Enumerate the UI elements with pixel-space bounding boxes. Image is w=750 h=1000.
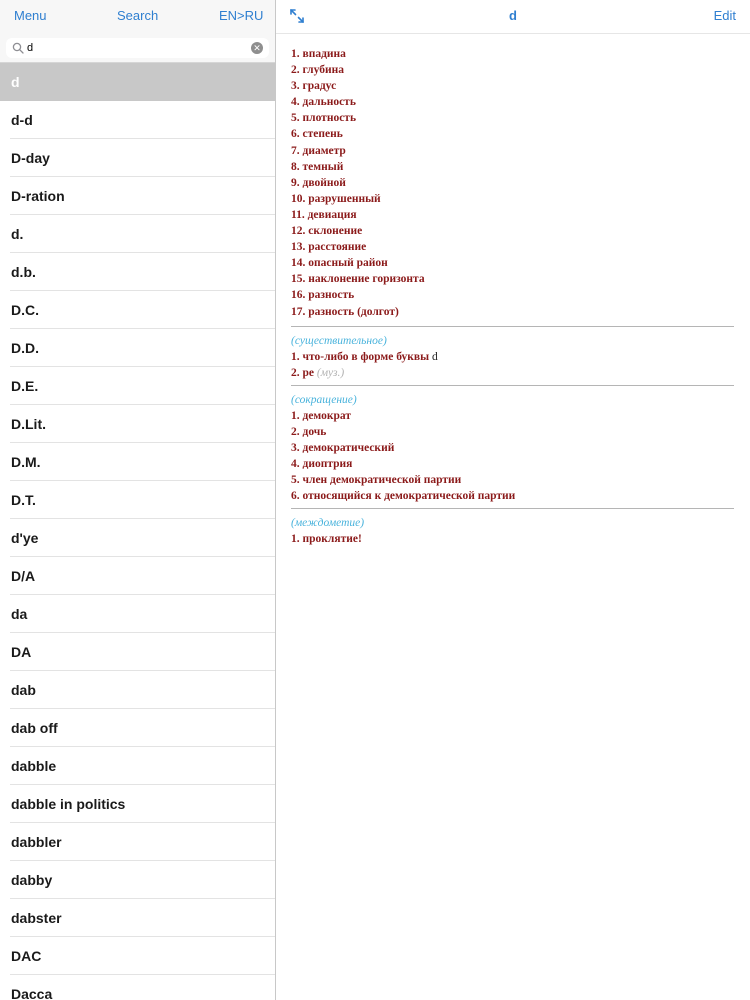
entry-title: d <box>509 8 517 23</box>
article-section <box>291 385 734 509</box>
sense-line <box>291 349 734 365</box>
list-item-label: dabbler <box>11 834 62 850</box>
part-of-speech-label: (существительное) <box>291 334 387 347</box>
list-item-label: d. <box>11 226 24 242</box>
sense-line <box>291 110 734 126</box>
list-item[interactable] <box>0 481 275 519</box>
sense-text: 9. двойной <box>291 176 346 189</box>
list-item-label: Dacca <box>11 986 53 1000</box>
sense-text: 3. демократический <box>291 441 395 454</box>
sense-line <box>291 408 734 424</box>
sense-line <box>291 472 734 488</box>
sense-line <box>291 94 734 110</box>
sense-line <box>291 207 734 223</box>
sense-line <box>291 440 734 456</box>
sense-extra: d <box>429 350 438 363</box>
sense-text: 13. расстояние <box>291 241 367 254</box>
list-item[interactable] <box>0 101 275 139</box>
sense-line <box>291 46 734 62</box>
sense-text: 14. опасный район <box>291 257 388 270</box>
sense-text: 4. дальность <box>291 96 356 109</box>
sense-text: 6. относящийся к демократической партии <box>291 490 516 503</box>
article-section <box>291 326 734 385</box>
list-item-label: dabble in politics <box>11 796 126 812</box>
usage-note: (муз.) <box>314 366 345 379</box>
sense-text: 16. разность <box>291 289 355 302</box>
list-item[interactable] <box>0 253 275 291</box>
sense-text: 5. член демократической партии <box>291 474 462 487</box>
entry-pane <box>276 0 750 1000</box>
list-item-label: D-ration <box>11 188 65 204</box>
search-tab-button[interactable]: Search <box>117 8 159 23</box>
search-field[interactable] <box>6 38 269 58</box>
list-item[interactable] <box>0 329 275 367</box>
sense-text: 10. разрушенный <box>291 192 381 205</box>
sense-line <box>291 143 734 159</box>
sense-line <box>291 488 734 504</box>
sense-text: 3. градус <box>291 80 337 93</box>
list-item[interactable] <box>0 367 275 405</box>
sense-text: 2. дочь <box>291 425 327 438</box>
search-bar <box>0 33 275 63</box>
sense-text: 17. разность (долгот) <box>291 305 399 318</box>
list-item[interactable] <box>0 557 275 595</box>
sense-text: 12. склонение <box>291 225 363 238</box>
list-item-label: D.M. <box>11 454 41 470</box>
list-item-selected[interactable] <box>0 63 275 101</box>
list-item-label: DAC <box>11 948 42 964</box>
sense-text: 11. девиация <box>291 208 357 221</box>
sense-line <box>291 159 734 175</box>
right-nav-bar <box>276 0 750 34</box>
sense-line <box>291 456 734 472</box>
list-item[interactable] <box>0 215 275 253</box>
list-item-label: dabby <box>11 872 53 888</box>
sense-text: 4. диоптрия <box>291 458 353 471</box>
list-item-label: DA <box>11 644 32 660</box>
sense-text: 1. впадина <box>291 48 346 60</box>
list-item-label: D-day <box>11 150 50 166</box>
sense-line <box>291 271 734 287</box>
sense-line <box>291 255 734 271</box>
sense-text: 2. ре <box>291 366 314 379</box>
list-item-label: d <box>11 74 20 90</box>
sense-text: 7. диаметр <box>291 144 346 157</box>
list-item[interactable] <box>0 519 275 557</box>
list-item[interactable] <box>0 595 275 633</box>
dictionary-article <box>276 34 750 551</box>
list-item-label: dab <box>11 682 36 698</box>
edit-button[interactable]: Edit <box>713 8 736 23</box>
list-item-label: da <box>11 606 28 622</box>
list-item-label: d-d <box>11 112 33 128</box>
sense-line <box>291 126 734 142</box>
list-item[interactable] <box>0 671 275 709</box>
list-item-label: d'ye <box>11 530 39 546</box>
list-item-label: dab off <box>11 720 58 736</box>
sense-line <box>291 287 734 303</box>
list-item-label: D.T. <box>11 492 36 508</box>
list-item[interactable] <box>0 443 275 481</box>
article-section <box>291 46 734 326</box>
search-input[interactable] <box>27 39 247 57</box>
sense-text: 8. темный <box>291 160 344 173</box>
sense-text: 15. наклонение горизонта <box>291 273 425 286</box>
list-item[interactable] <box>0 177 275 215</box>
sense-line <box>291 223 734 239</box>
sense-text: 6. степень <box>291 128 343 141</box>
list-item[interactable] <box>0 747 275 785</box>
sense-line <box>291 191 734 207</box>
list-item[interactable] <box>0 291 275 329</box>
sense-line <box>291 304 734 320</box>
list-item-label: dabster <box>11 910 62 926</box>
sense-text: 5. плотность <box>291 112 357 125</box>
menu-button[interactable]: Menu <box>14 8 47 23</box>
part-of-speech-label: (сокращение) <box>291 393 357 406</box>
list-item[interactable] <box>0 633 275 671</box>
sense-line <box>291 175 734 191</box>
word-list-pane <box>0 0 276 1000</box>
list-item[interactable] <box>0 861 275 899</box>
sense-line <box>291 365 734 381</box>
clear-icon[interactable]: ✕ <box>251 42 263 54</box>
part-of-speech-label: (междометие) <box>291 517 365 530</box>
left-nav-bar <box>0 0 275 33</box>
list-item-label: D.C. <box>11 302 39 318</box>
list-item[interactable] <box>0 975 275 1000</box>
sense-line <box>291 531 734 547</box>
list-item-label: D.Lit. <box>11 416 46 432</box>
sense-text: 1. что-либо в форме буквы <box>291 350 430 363</box>
list-item[interactable] <box>0 785 275 823</box>
list-item-label: d.b. <box>11 264 36 280</box>
sense-text: 2. глубина <box>291 64 344 77</box>
sense-line <box>291 239 734 255</box>
list-item[interactable] <box>0 405 275 443</box>
list-item[interactable] <box>0 899 275 937</box>
article-section <box>291 508 734 551</box>
list-item[interactable] <box>0 709 275 747</box>
list-item-label: D.E. <box>11 378 39 394</box>
sense-text: 1. проклятие! <box>291 533 362 546</box>
sense-line <box>291 424 734 440</box>
list-item[interactable] <box>0 823 275 861</box>
list-item[interactable] <box>0 937 275 975</box>
sense-line <box>291 78 734 94</box>
search-icon <box>12 42 24 54</box>
list-item[interactable] <box>0 139 275 177</box>
list-item-label: dabble <box>11 758 57 774</box>
sense-text: 1. демократ <box>291 409 351 422</box>
list-item-label: D/A <box>11 568 36 584</box>
language-direction-button[interactable]: EN>RU <box>219 8 264 23</box>
sense-line <box>291 62 734 78</box>
word-list <box>0 63 275 1000</box>
list-item-label: D.D. <box>11 340 39 356</box>
